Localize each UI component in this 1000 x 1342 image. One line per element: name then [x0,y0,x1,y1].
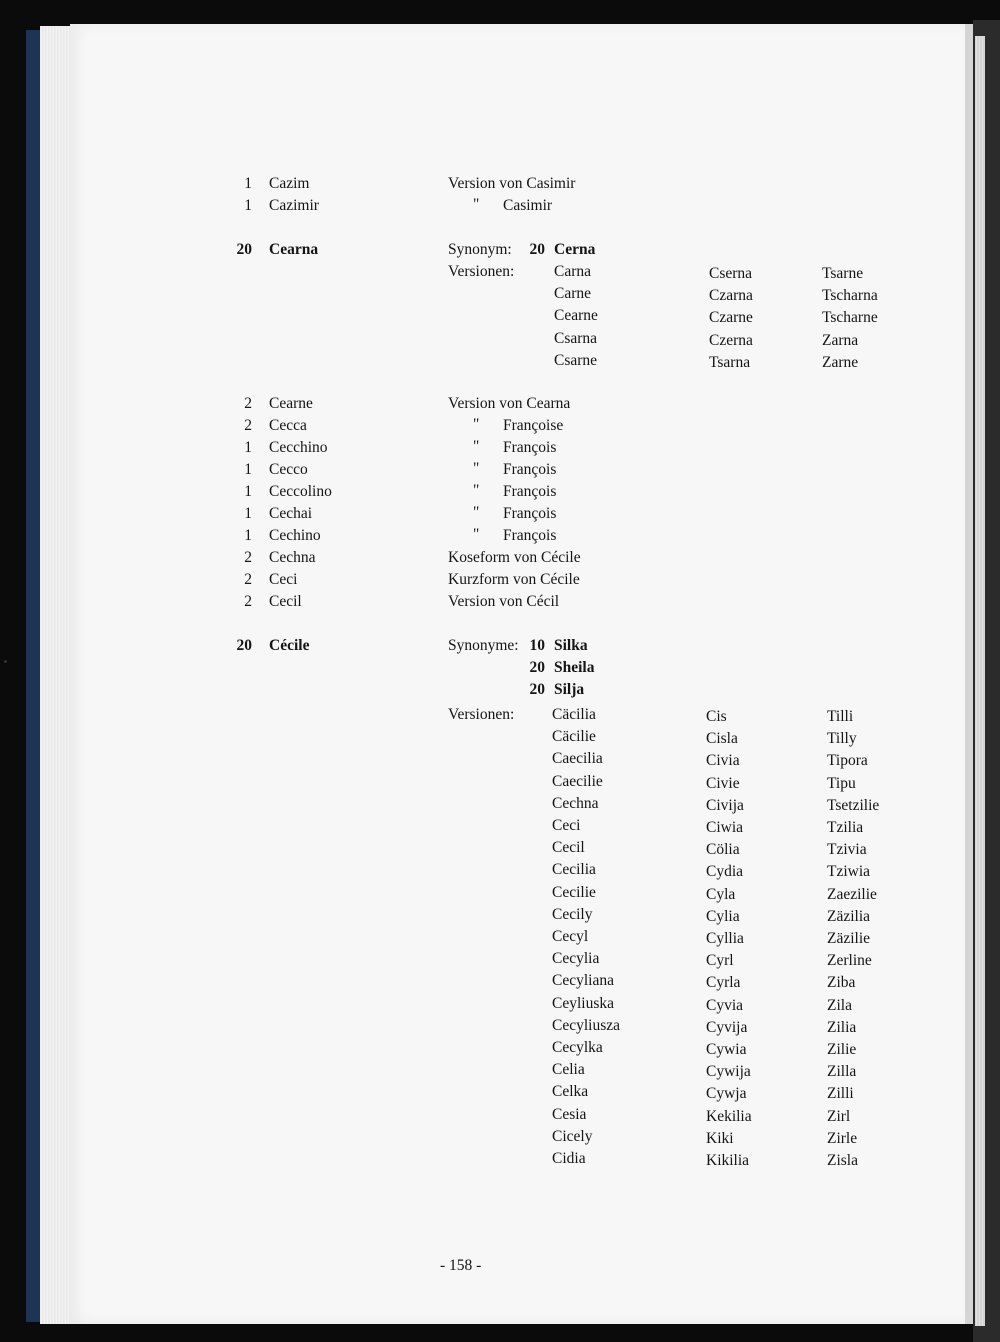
version-name: Ceci [552,817,581,834]
version-name: Zirl [827,1107,851,1125]
version-name: Csarne [554,351,598,369]
ditto-mark: " [473,438,480,455]
page-number: - 158 - [440,1257,482,1274]
version-name: Cäcilia [552,706,596,723]
entry-reference: François [503,483,557,500]
entry-count: 2 [244,395,252,412]
version-name: Cyllia [706,930,744,947]
versions-label: Versionen: [448,706,515,723]
entry-reference: Casimir [503,197,553,214]
version-name: Cyvia [706,996,744,1014]
entry-info: Koseform von Cécile [448,549,581,566]
entry-count: 2 [244,593,252,610]
entry-name: Cazim [269,175,310,192]
version-name: Zilli [827,1085,854,1103]
version-name: Cecilia [552,861,596,879]
entry-info: Version von Casimir [448,175,576,192]
page-edges-right [975,36,985,1326]
version-name: Carna [554,263,592,280]
version-name: Cölia [706,841,740,859]
version-name: Zarna [822,331,859,349]
version-name: Cecyl [552,928,589,945]
version-name: Tziwia [827,863,871,881]
synonym-name: Silja [554,681,585,699]
version-name: Caecilie [552,772,603,790]
synonym-weight: 10 [529,637,545,654]
entry-count: 1 [244,439,252,456]
entry-name: Ceci [269,571,298,588]
entry-reference: François [503,527,557,544]
ditto-mark: " [473,504,480,521]
version-name: Tipora [827,752,868,770]
version-name: Kiki [706,1129,734,1147]
entry-reference: François [503,461,557,478]
version-name: Cserna [709,265,753,282]
speck [4,660,7,663]
version-name: Zilia [827,1018,857,1036]
version-name: Cyrla [706,974,741,992]
entry-count: 1 [244,505,252,522]
version-name: Zirle [827,1129,858,1147]
entry-name: Cecil [269,593,302,610]
ditto-mark: " [473,460,480,477]
version-name: Czarne [709,309,753,327]
synonym-weight: 20 [529,659,545,676]
version-name: Cesia [552,1105,587,1123]
version-name: Tzivia [827,841,867,859]
synonym-weight: 20 [529,241,545,258]
entry-count: 20 [236,637,252,654]
version-name: Zäzilia [827,907,871,925]
entry-name: Ceccolino [269,483,332,500]
version-name: Cylia [706,907,740,925]
entry-name: Cearne [269,395,313,412]
entry-info: Version von Cécil [448,593,560,610]
version-name: Tsarna [709,353,751,371]
version-name: Cäcilie [552,728,596,746]
version-name: Cyrl [706,952,734,970]
entry-count: 2 [244,571,252,588]
entry-name: Cecca [269,417,307,434]
version-name: Caecilia [552,750,603,768]
version-name: Csarna [554,329,598,347]
version-name: Zila [827,996,852,1014]
version-name: Kekilia [706,1107,752,1125]
entry-count: 1 [244,175,252,192]
entry-count: 1 [244,197,252,214]
version-name: Cecil [552,839,585,857]
version-name: Cywja [706,1085,747,1103]
version-name: Cywija [706,1063,751,1081]
entry-name: Cearna [269,241,319,258]
entry-count: 1 [244,461,252,478]
entry-count: 1 [244,527,252,544]
version-name: Tilly [827,730,857,748]
page-gutter-right [965,24,973,1324]
version-name: Cyla [706,885,736,903]
entry-info: Kurzform von Cécile [448,571,580,588]
entry-reference: Silka [554,637,588,654]
version-name: Zilie [827,1041,857,1058]
entry-info: Synonym: [448,241,512,258]
version-name: Cidia [552,1150,586,1167]
ditto-mark: " [473,416,480,433]
version-name: Zäzilie [827,930,871,947]
version-name: Tzilia [827,819,864,836]
version-name: Cearne [554,307,598,325]
ditto-mark: " [473,482,480,499]
version-name: Cecylia [552,950,600,968]
ditto-mark: " [473,526,480,543]
version-name: Czarna [709,287,753,305]
entry-name: Cecchino [269,439,328,456]
version-name: Cecilie [552,883,596,901]
version-name: Celia [552,1061,585,1079]
book-page [70,24,970,1324]
entry-name: Cechino [269,527,321,544]
version-name: Ceyliuska [552,994,614,1012]
version-name: Cecily [552,905,593,923]
version-name: Cisla [706,730,738,748]
ditto-mark: " [473,196,480,213]
version-name: Civia [706,752,740,770]
version-name: Ciwia [706,819,744,836]
version-name: Zarne [822,353,859,371]
version-name: Tipu [827,774,856,792]
version-name: Carne [554,285,592,303]
entry-count: 2 [244,417,252,434]
version-name: Cecyliana [552,972,614,990]
entry-reference: Cerna [554,241,596,258]
entry-name: Cecco [269,461,308,478]
entry-reference: François [503,439,557,456]
entry-reference: François [503,505,557,522]
synonym-name: Sheila [554,659,595,676]
version-name: Tscharna [822,287,878,305]
version-name: Cicely [552,1127,593,1145]
entry-info: Synonyme: [448,637,519,654]
version-name: Civija [706,796,744,814]
versions-label: Versionen: [448,263,515,280]
entry-count: 2 [244,549,252,566]
version-name: Ziba [827,974,856,992]
version-name: Zaezilie [827,885,877,903]
version-name: Cydia [706,863,744,881]
version-name: Cecylka [552,1039,603,1056]
version-name: Zisla [827,1152,858,1169]
version-name: Tilli [827,708,854,725]
version-name: Cechna [552,794,599,812]
version-name: Tsarne [822,265,864,282]
version-name: Czerna [709,331,753,349]
version-name: Kikilia [706,1152,750,1169]
entry-reference: Françoise [503,417,564,434]
entry-count: 1 [244,483,252,500]
version-name: Cecyliusza [552,1016,621,1034]
entry-name: Cécile [269,637,310,654]
version-name: Cywia [706,1041,747,1058]
version-name: Cyvija [706,1018,748,1036]
version-name: Civie [706,774,740,792]
entry-count: 20 [236,241,252,258]
version-name: Celka [552,1083,589,1101]
entry-info: Version von Cearna [448,395,571,412]
version-name: Tscharne [822,309,878,327]
synonym-weight: 20 [529,681,545,699]
entry-name: Cechai [269,505,313,522]
entry-name: Cechna [269,549,316,566]
version-name: Cis [706,708,727,725]
version-name: Tsetzilie [827,796,880,814]
version-name: Zilla [827,1063,857,1081]
version-name: Zerline [827,952,872,970]
entry-name: Cazimir [269,197,319,214]
